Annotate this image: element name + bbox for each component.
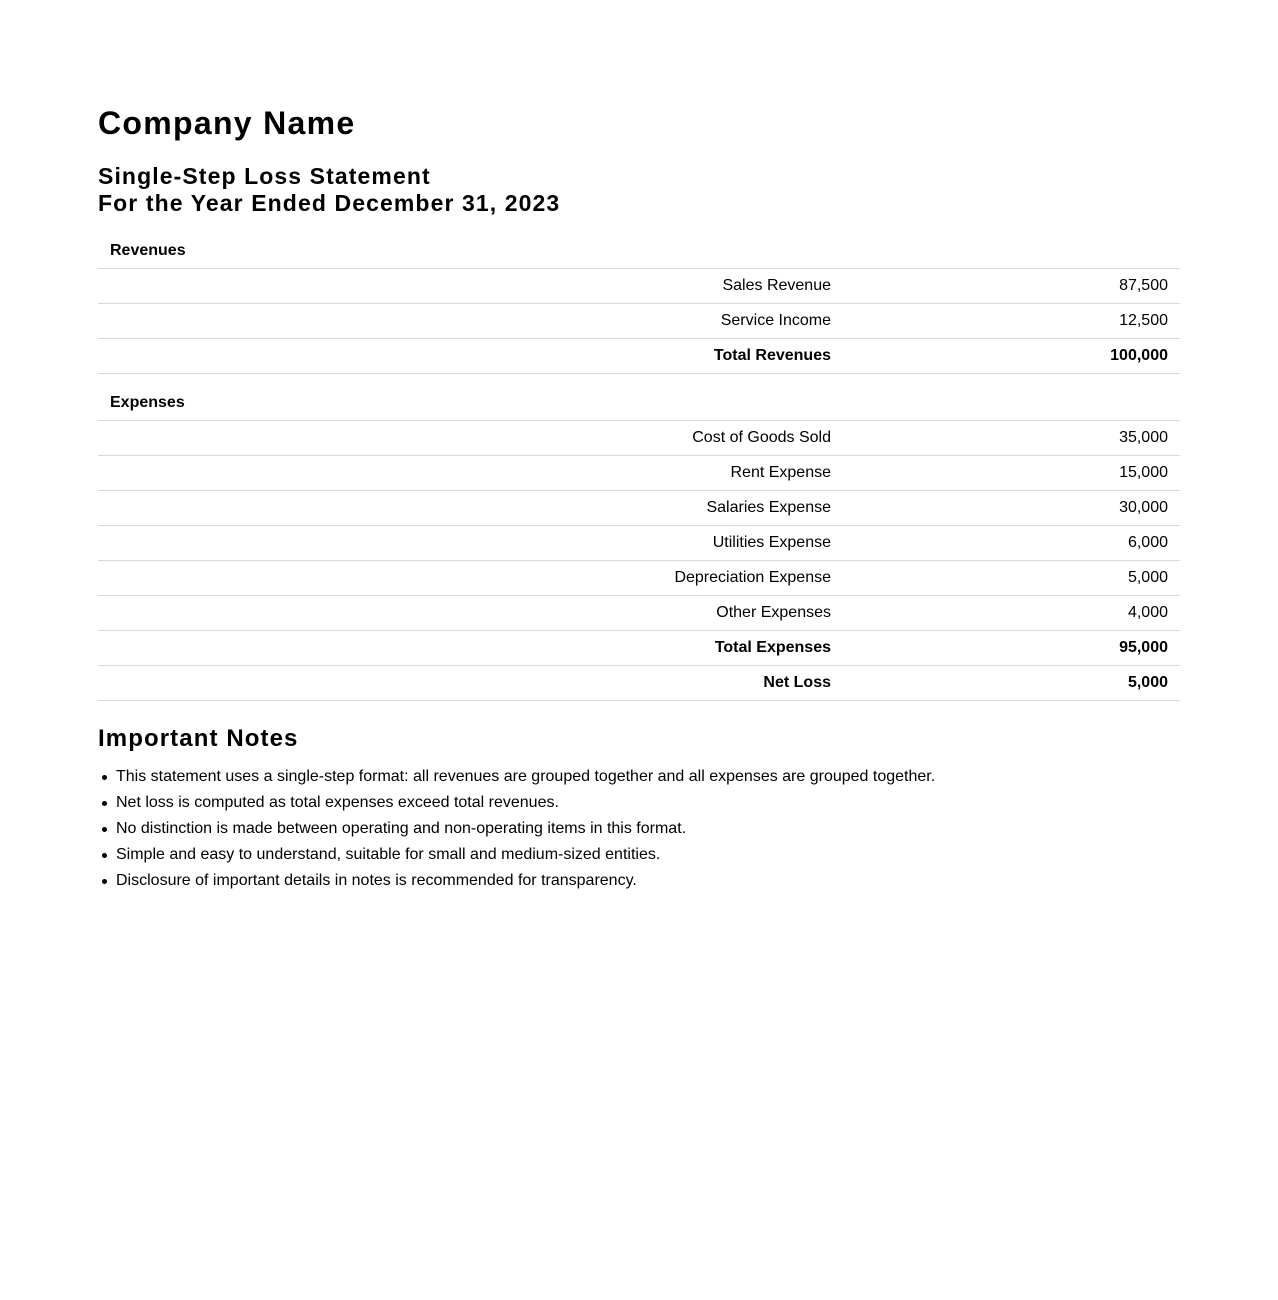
list-item bbox=[116, 816, 1176, 842]
note-text: This statement uses a single-step format: all revenues are grouped together and all expenses are grouped together. bbox=[116, 768, 936, 785]
bullet-icon bbox=[102, 827, 107, 832]
line-item-amount: 5,000 bbox=[831, 561, 1180, 596]
bullet-icon bbox=[102, 879, 107, 884]
note-text: Disclosure of important details in notes is recommended for transparency. bbox=[116, 872, 637, 889]
statement-period: For the Year Ended December 31, 2023 bbox=[98, 190, 561, 216]
table-row bbox=[98, 269, 1180, 304]
bullet-icon bbox=[102, 801, 107, 806]
table-row bbox=[98, 304, 1180, 339]
line-item-label: Utilities Expense bbox=[98, 526, 831, 561]
bullet-icon bbox=[102, 853, 107, 858]
total-expenses-row bbox=[98, 631, 1180, 666]
table-row bbox=[98, 456, 1180, 491]
line-item-label: Other Expenses bbox=[98, 596, 831, 631]
line-item-amount: 30,000 bbox=[831, 491, 1180, 526]
statement-title: Single-Step Loss Statement bbox=[98, 163, 431, 189]
list-item bbox=[116, 868, 1176, 894]
line-item-label: Cost of Goods Sold bbox=[98, 421, 831, 456]
total-revenues-amount: 100,000 bbox=[831, 339, 1180, 374]
note-text: Simple and easy to understand, suitable for small and medium-sized entities. bbox=[116, 846, 661, 863]
revenues-section-label: Revenues bbox=[98, 233, 1180, 269]
table-row bbox=[98, 596, 1180, 631]
line-item-label: Rent Expense bbox=[98, 456, 831, 491]
total-revenues-row bbox=[98, 339, 1180, 374]
line-item-amount: 15,000 bbox=[831, 456, 1180, 491]
line-item-label: Salaries Expense bbox=[98, 491, 831, 526]
note-text: No distinction is made between operating and non-operating items in this format. bbox=[116, 820, 687, 837]
revenues-table bbox=[98, 233, 1180, 374]
net-loss-row bbox=[98, 666, 1180, 701]
list-item bbox=[116, 764, 1176, 790]
table-row bbox=[98, 526, 1180, 561]
line-item-label: Sales Revenue bbox=[98, 269, 831, 304]
line-item-amount: 4,000 bbox=[831, 596, 1180, 631]
table-row bbox=[98, 421, 1180, 456]
line-item-amount: 35,000 bbox=[831, 421, 1180, 456]
company-name: Company Name bbox=[98, 105, 356, 141]
table-row bbox=[98, 491, 1180, 526]
line-item-label: Depreciation Expense bbox=[98, 561, 831, 596]
total-revenues-label: Total Revenues bbox=[98, 339, 831, 374]
list-item bbox=[116, 790, 1176, 816]
expenses-table bbox=[98, 385, 1180, 701]
total-expenses-label: Total Expenses bbox=[98, 631, 831, 666]
bullet-icon bbox=[102, 775, 107, 780]
net-loss-label: Net Loss bbox=[98, 666, 831, 701]
line-item-label: Service Income bbox=[98, 304, 831, 339]
notes-list bbox=[98, 764, 1176, 894]
revenues-section-header bbox=[98, 233, 1180, 269]
net-loss-amount: 5,000 bbox=[831, 666, 1180, 701]
expenses-section-label: Expenses bbox=[98, 385, 1180, 421]
line-item-amount: 87,500 bbox=[831, 269, 1180, 304]
note-text: Net loss is computed as total expenses exceed total revenues. bbox=[116, 794, 559, 811]
expenses-section-header bbox=[98, 385, 1180, 421]
line-item-amount: 12,500 bbox=[831, 304, 1180, 339]
total-expenses-amount: 95,000 bbox=[831, 631, 1180, 666]
notes-heading: Important Notes bbox=[98, 725, 299, 752]
line-item-amount: 6,000 bbox=[831, 526, 1180, 561]
table-row bbox=[98, 561, 1180, 596]
list-item bbox=[116, 842, 1176, 868]
